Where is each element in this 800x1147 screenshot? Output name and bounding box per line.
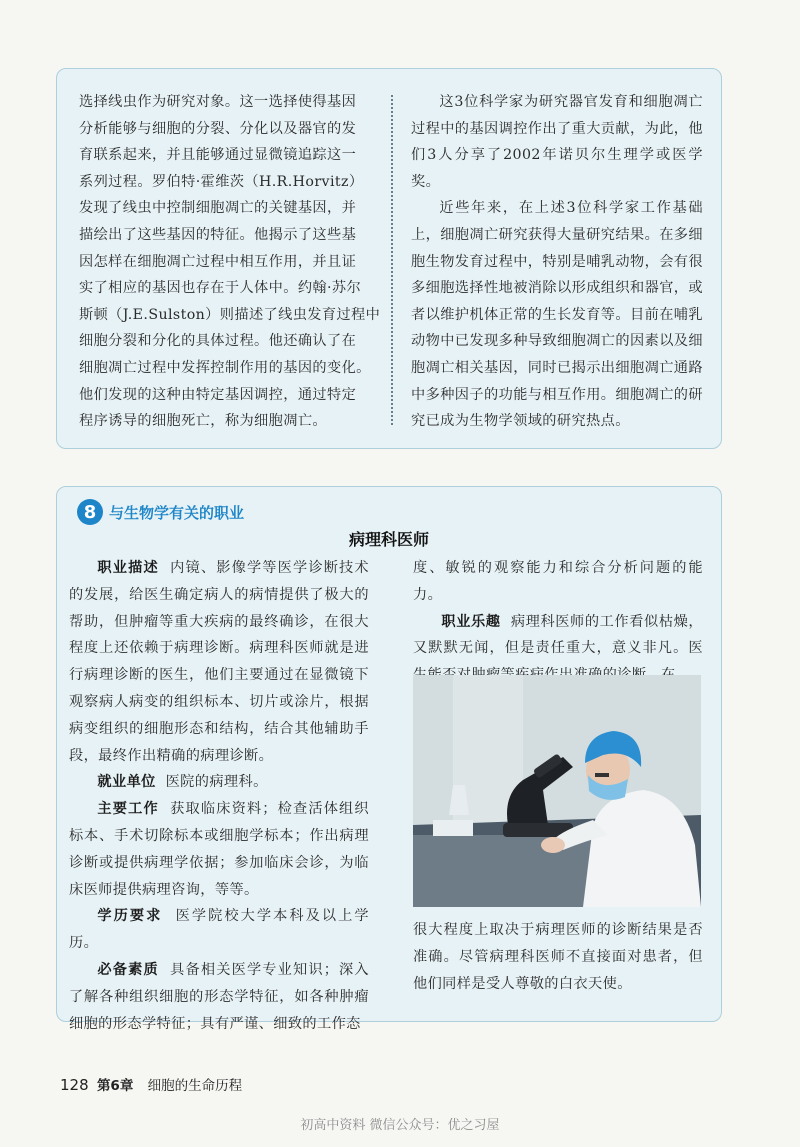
work-label: 主要工作 (97, 801, 159, 818)
education-label: 学历要求 (97, 908, 163, 925)
qualities-text: 具备相关医学专业知识；深入了解各种组织细胞的形态学特征，如各种肿瘤细胞的形态学特征；具有严谨、细致的工作态 (69, 961, 369, 1032)
career-right-column-bottom (413, 917, 703, 997)
chapter-title: 细胞的生命历程 (147, 1078, 243, 1094)
text-line: 斯顿（J.E.Sulston）则描述了线虫发育过程中 (79, 306, 381, 323)
text-line: 实了相应的基因也存在于人体中。约翰·苏尔 (79, 280, 362, 297)
fun-continued: 很大程度上取决于病理医师的诊断结果是否准确。尽管病理科医师不直接面对患者，但他们同样是受人尊敬的白衣天使。 (413, 922, 703, 992)
page-footer (60, 1074, 242, 1094)
fun-label: 职业乐趣 (441, 613, 501, 630)
text-line: 描绘出了这些基因的特征。他揭示了这些基 (79, 226, 357, 243)
career-right-column (413, 555, 703, 689)
career-left-column (69, 555, 369, 1037)
description-paragraph (69, 555, 369, 769)
apoptosis-left-column (79, 89, 381, 435)
section-label: 与生物学有关的职业 (109, 503, 245, 522)
page-number: 128 (60, 1076, 89, 1094)
text-line: 因怎样在细胞凋亡过程中相互作用，并且证 (79, 253, 357, 270)
text-line: 他们发现的这种由特定基因调控，通过特定 (79, 386, 357, 403)
employer-paragraph (69, 769, 369, 796)
nobel-paragraph: 这3位科学家为研究器官发育和细胞凋亡过程中的基因调控作出了重大贡献，为此，他们3人分享了2002年诺贝尔生理学或医学奖。 (411, 94, 703, 190)
number-8-circle-icon: 8 (77, 499, 103, 525)
research-paragraph: 近些年来，在上述3位科学家工作基础上，细胞凋亡研究获得大量研究结果。在多细胞生物发育过程中，特别是哺乳动物，会有很多细胞选择性地被消除以形成组织和器官，或者以维护机体正常的生长发育等。目前在哺乳动物中已发现多种导致细胞凋亡的因素以及细胞凋亡相关基因，同时已揭示出细胞凋亡通路中多种因子的功能与相互作用。细胞凋亡的研究已成为生物学领域的研究热点。 (411, 200, 703, 430)
text-line: 细胞分裂和分化的具体过程。他还确认了在 (79, 333, 357, 350)
qualities-paragraph (69, 957, 369, 1037)
education-paragraph (69, 903, 369, 957)
work-paragraph (69, 796, 369, 903)
text-line: 发现了线虫中控制细胞凋亡的关键基因，并 (79, 200, 357, 217)
text-line: 选择线虫作为研究对象。这一选择使得基因 (79, 94, 357, 110)
description-label: 职业描述 (97, 560, 159, 576)
text-line: 细胞凋亡过程中发挥控制作用的基因的变化。 (79, 359, 371, 376)
text-line: 程序诱导的细胞死亡，称为细胞凋亡。 (79, 413, 327, 430)
fun-text: 病理科医师的工作看似枯燥，又默默无闻，但是责任重大，意义非凡。医 (413, 613, 704, 657)
work-text: 获取临床资料；检查活体组织标本、手术切除标本或细胞学标本；作出病理诊断或提供病理学依据；参加临床会诊，为临床医师提供病理咨询，等等。 (69, 801, 369, 898)
watermark: 初高中资料 微信公众号：优之习屋 (300, 1118, 500, 1133)
qualities-label: 必备素质 (97, 961, 159, 978)
career-box (56, 486, 722, 1032)
column-divider (391, 95, 393, 425)
career-title: 病理科医师 (348, 530, 429, 549)
qualities-continued: 度、敏锐的观察能力和综合分析问题的能力。 (413, 560, 703, 603)
education-text: 医学院校大学本科及以上学历。 (69, 908, 369, 952)
apoptosis-text-box (56, 68, 722, 449)
pathologist-illustration (413, 675, 701, 907)
pathologist-microscope-photo (413, 675, 701, 907)
text-line: 育联系起来，并且能够通过显微镜追踪这一 (79, 147, 357, 164)
apoptosis-right-column (411, 89, 703, 435)
description-text: 内镜、影像学等医学诊断技术的发展，给医生确定病人的病情提供了极大的帮助，但肿瘤等重大疾病的最终确诊，在很大程度上还依赖于病理诊断。病理科医师就是进行病理诊断的医生，他们主要通过在显微镜下观察病人病变的组织标本、切片或涂片，根据病变组织的细胞形态和结构，结合其他辅助手段，最终作出精确的病理诊断。 (69, 560, 369, 764)
employer-text: 医院的病理科。 (165, 774, 268, 791)
employer-label: 就业单位 (97, 774, 156, 791)
text-line: 系列过程。罗伯特·霍维茨（H.R.Horvitz） (79, 173, 364, 190)
text-line: 分析能够与细胞的分裂、分化以及器官的发 (79, 120, 357, 137)
section-header (77, 499, 244, 525)
chapter-number: 第6章 (96, 1078, 134, 1094)
